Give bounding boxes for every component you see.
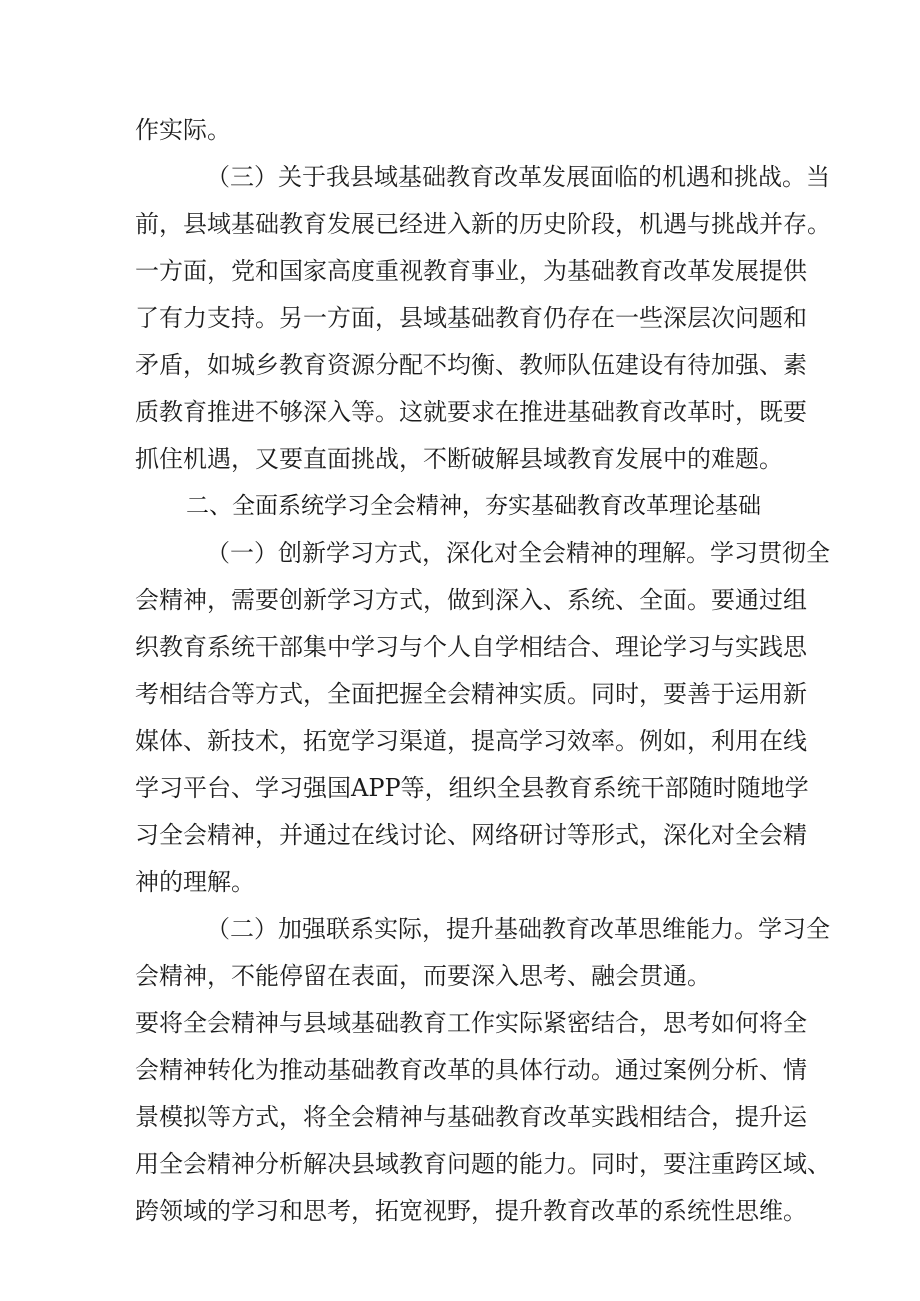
paragraph-line: 前，县域基础教育发展已经进入新的历史阶段，机遇与挑战并存。: [135, 210, 831, 238]
paragraph-line: 习全会精神，并通过在线讨论、网络研讨等形式，深化对全会精: [135, 821, 807, 849]
paragraph-line: （三）关于我县域基础教育改革发展面临的机遇和挑战。当: [206, 163, 830, 191]
paragraph-line: 织教育系统干部集中学习与个人自学相结合、理论学习与实践思: [135, 633, 807, 661]
paragraph-line: （二）加强联系实际，提升基础教育改革思维能力。学习全: [206, 915, 830, 943]
paragraph-line: 会精神，需要创新学习方式，做到深入、系统、全面。要通过组: [135, 586, 807, 614]
paragraph-line: 矛盾，如城乡教育资源分配不均衡、教师队伍建设有待加强、素: [135, 351, 807, 379]
paragraph-line: 神的理解。: [135, 868, 255, 896]
paragraph-line: 会精神，不能停留在表面，而要深入思考、融会贯通。: [135, 962, 711, 990]
paragraph-line: 学习平台、学习强国APP等，组织全县教育系统干部随时随地学: [135, 774, 809, 802]
paragraph-line: 抓住机遇，又要直面挑战，不断破解县域教育发展中的难题。: [135, 445, 783, 473]
paragraph-line: 媒体、新技术，拓宽学习渠道，提高学习效率。例如，利用在线: [135, 727, 807, 755]
paragraph-line: 景模拟等方式，将全会精神与基础教育改革实践相结合，提升运: [135, 1103, 807, 1131]
section-heading: 二、全面系统学习全会精神，夯实基础教育改革理论基础: [186, 493, 761, 519]
paragraph-line: 要将全会精神与县域基础教育工作实际紧密结合，思考如何将全: [135, 1009, 807, 1037]
paragraph-line: 了有力支持。另一方面，县域基础教育仍存在一些深层次问题和: [135, 304, 807, 332]
paragraph-line: 用全会精神分析解决县域教育问题的能力。同时，要注重跨区域、: [135, 1150, 831, 1178]
paragraph-line: 一方面，党和国家高度重视教育事业，为基础教育改革发展提供: [135, 257, 807, 285]
paragraph-line: 作实际。: [135, 116, 231, 144]
paragraph-line: 会精神转化为推动基础教育改革的具体行动。通过案例分析、情: [135, 1056, 807, 1084]
paragraph-line: 质教育推进不够深入等。这就要求在推进基础教育改革时，既要: [135, 398, 807, 426]
paragraph-line: 跨领域的学习和思考，拓宽视野，提升教育改革的系统性思维。: [135, 1197, 807, 1225]
paragraph-line: （一）创新学习方式，深化对全会精神的理解。学习贯彻全: [206, 539, 830, 567]
paragraph-line: 考相结合等方式，全面把握全会精神实质。同时，要善于运用新: [135, 680, 807, 708]
